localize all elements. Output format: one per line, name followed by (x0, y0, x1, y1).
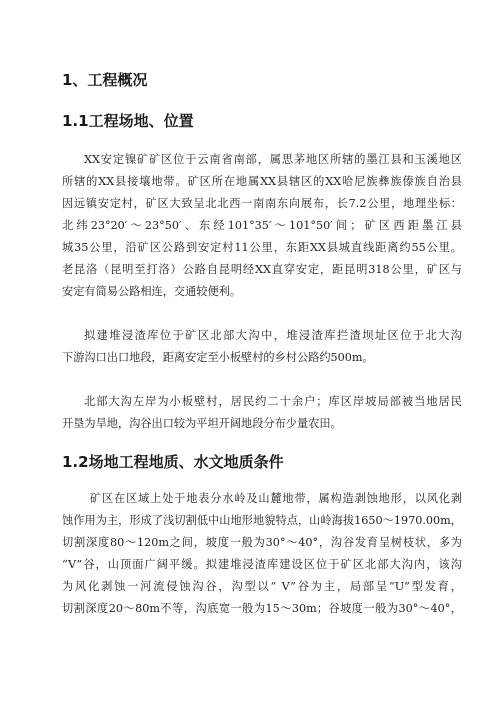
text-line: 所辖的XX县接壤地带。矿区所在地属XX县辖区的XX哈尼族彝族傣族自治县 (62, 175, 462, 188)
text-line: 因远镇安定村，矿区大致呈北北西一南南东向展布，长7.2公里，地理坐标： (62, 197, 462, 210)
text-line: 下游沟口出口地段，距离安定至小板壁村的乡村公路约500m。 (62, 351, 374, 364)
heading-engineering-overview: 1、工程概况 (62, 71, 148, 89)
text-line: 开垦为旱地，沟谷出口较为平坦开阔地段分布少量农田。 (62, 417, 342, 430)
paragraph-terrain (62, 488, 462, 620)
paragraph-site-location (62, 149, 462, 303)
text-line: 为风化剥蚀一河流侵蚀沟谷，沟型以“ V”谷为主，局部呈“U”型发育， (62, 580, 462, 593)
text-line: “V”谷，山顶面广阔平缓。拟建堆浸渣库建设区位于矿区北部大沟内，该沟 (62, 558, 462, 571)
text-line: 安定有简易公路相连，交通较便利。 (62, 285, 242, 298)
paragraph-leach-residue-site (62, 325, 462, 369)
heading-site-location: 1.1工程场地、位置 (62, 112, 194, 130)
text-line: 蚀作用为主，形成了浅切割低中山地形地貌特点，山岭海拔1650～1970.00m， (62, 514, 462, 527)
text-line: 矿区在区域上处于地表分水岭及山麓地带，属构造剥蚀地形，以风化剥 (90, 492, 462, 505)
text-line: XX安定镍矿矿区位于云南省南部，属思茅地区所辖的墨江县和玉溪地区 (84, 153, 462, 166)
text-line: 切割深度20～80m不等，沟底宽一般为15～30m；谷坡度一般为30°～40°， (62, 602, 462, 615)
text-line: 老昆洛（昆明至打洛）公路自昆明经XX直穿安定，距昆明318公里，矿区与 (62, 263, 462, 276)
text-line: 北部大沟左岸为小板壁村，居民约二十余户；库区岸坡局部被当地居民 (84, 395, 462, 408)
paragraph-village-farmland (62, 391, 462, 435)
text-line: 城35公里，沿矿区公路到安定村11公里，东距XX县城直线距离约55公里。 (62, 241, 462, 254)
heading-geology-hydrogeology: 1.2场地工程地质、水文地质条件 (62, 453, 284, 471)
text-line: 拟建堆浸渣库位于矿区北部大沟中，堆浸渣库拦渣坝址区位于北大沟 (84, 329, 462, 342)
text-line: 切割深度80～120m之间，坡度一般为30°～40°，沟谷发育呈树枝状，多为 (62, 536, 462, 549)
text-line: 北纬23°20′～23°50′、东经101°35′～101°50′间；矿区西距墨江县 (62, 219, 462, 232)
